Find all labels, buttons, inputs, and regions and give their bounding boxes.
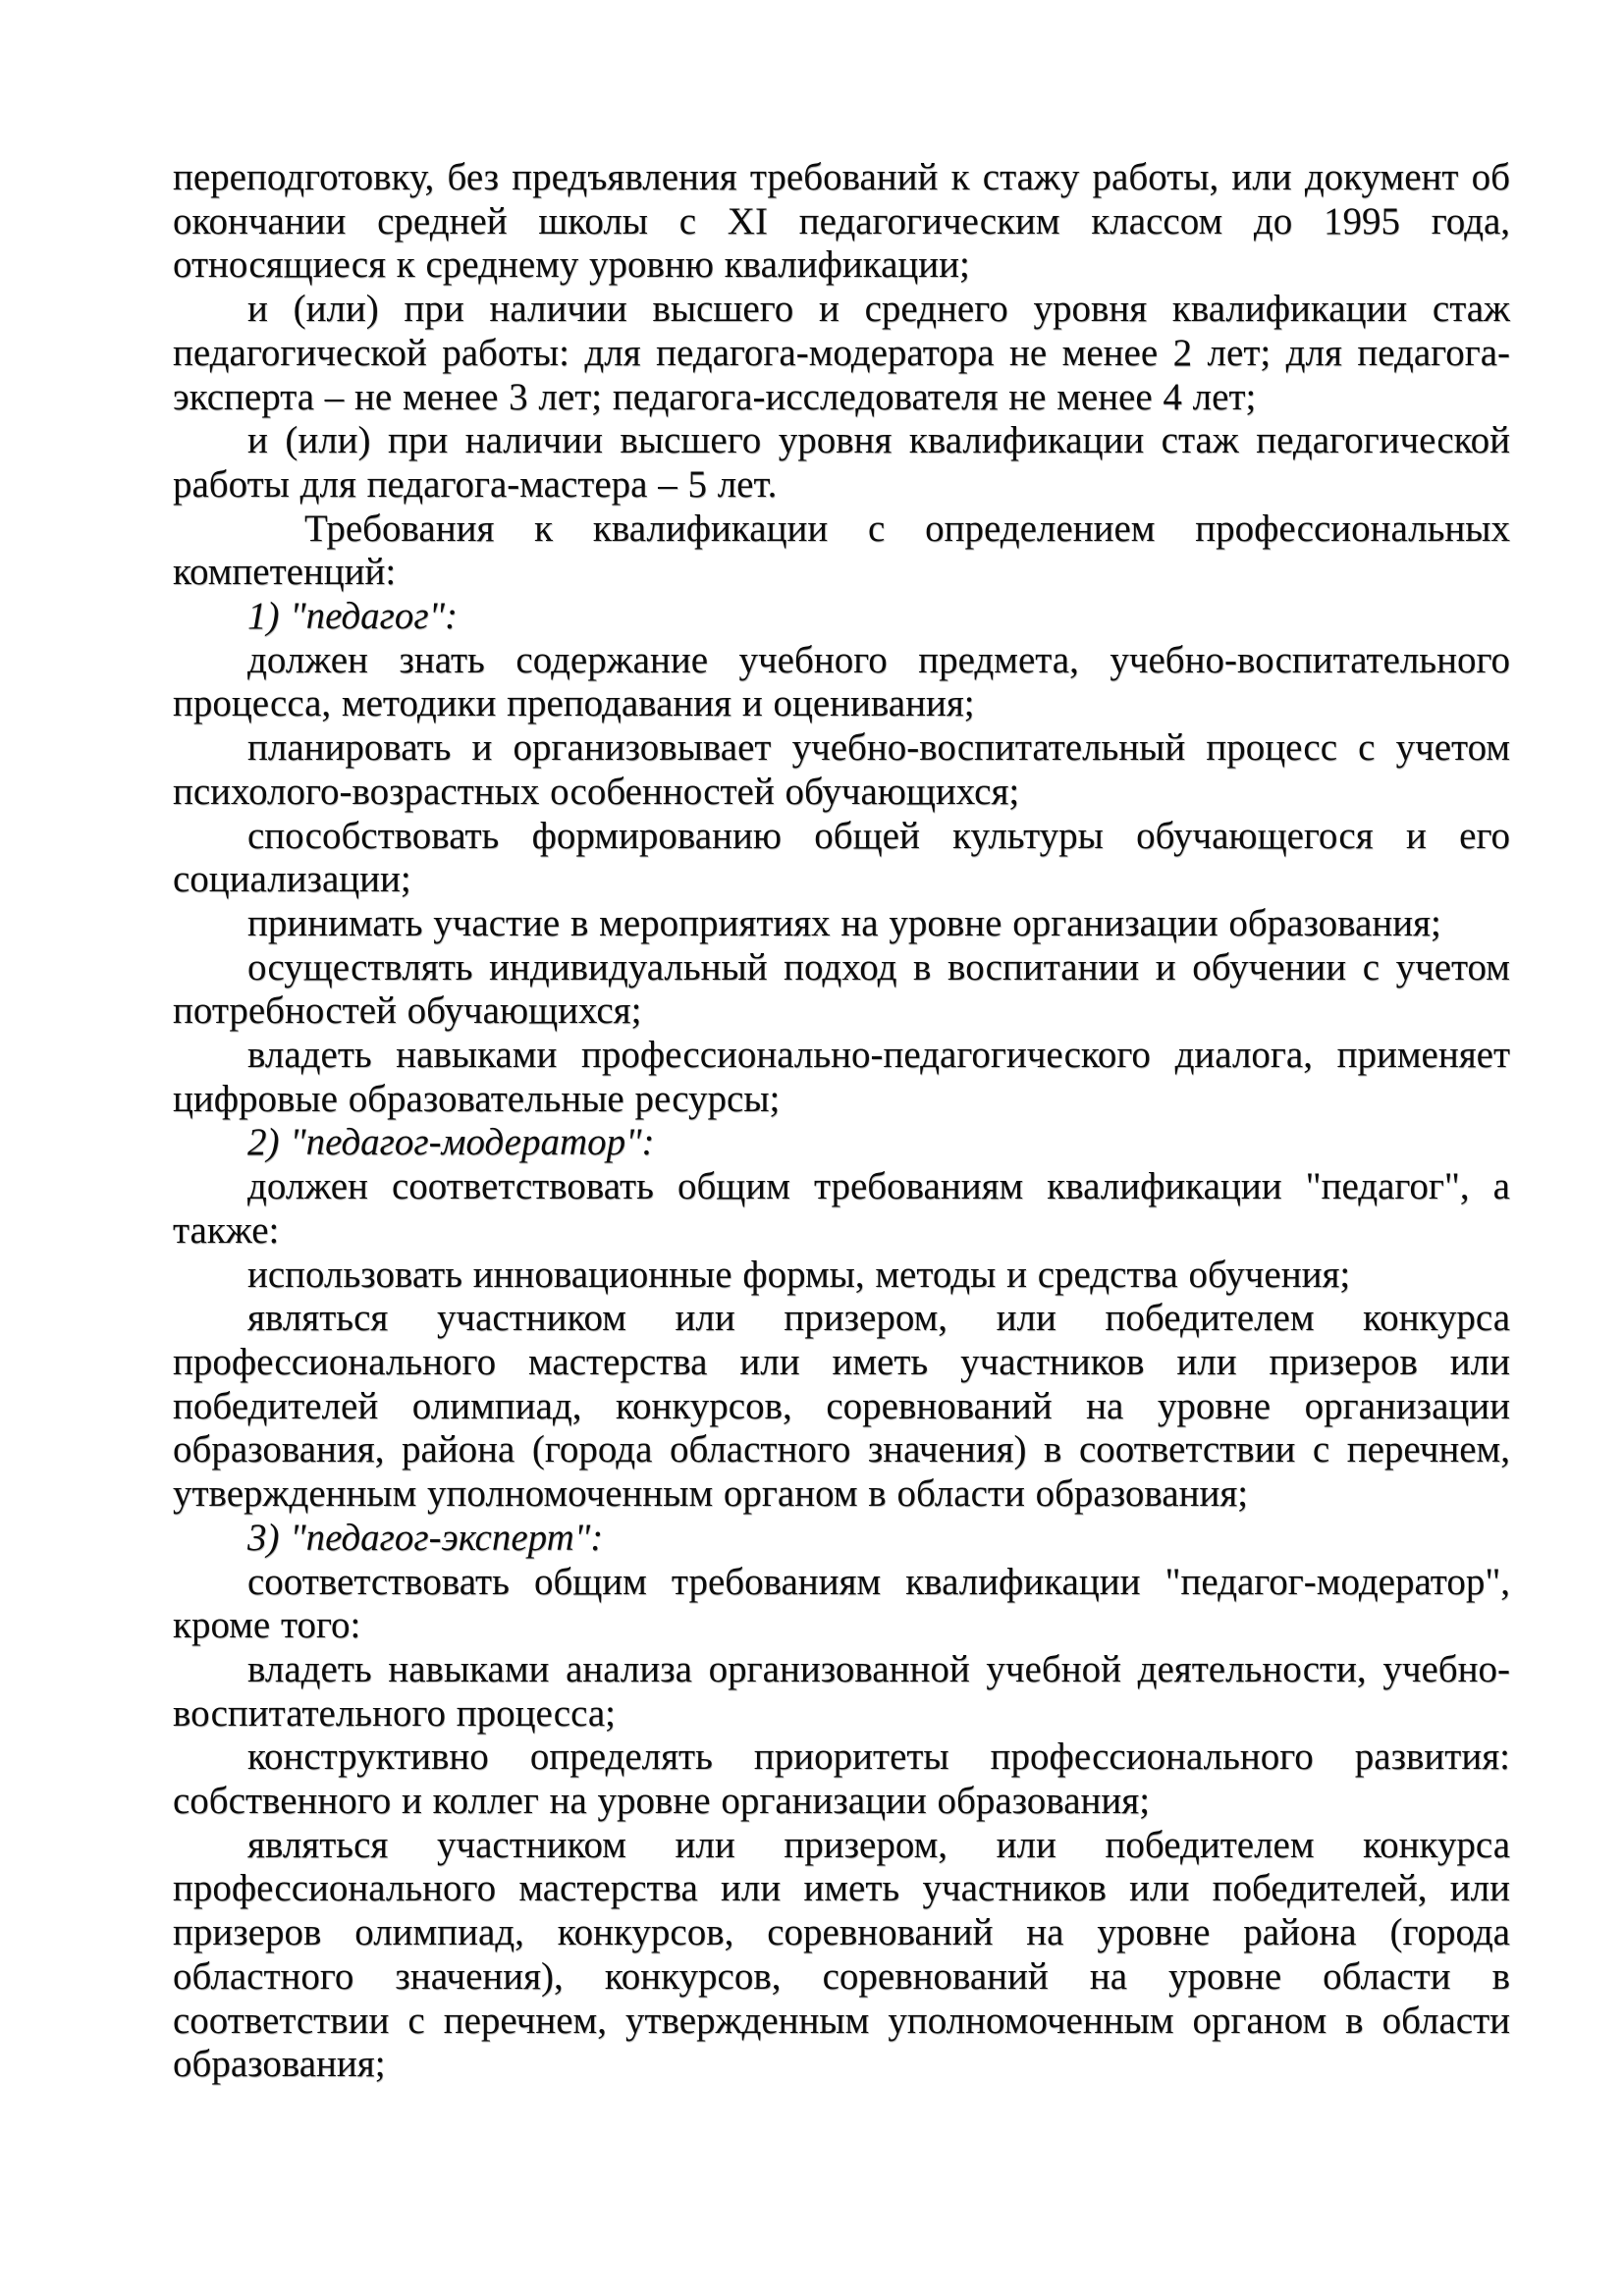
paragraph: использовать инновационные формы, методы и средства обучения; bbox=[247, 1253, 1351, 1296]
paragraph: являться участником или призером, или победителем конкурса профессионального мастерства или иметь участников или победителей, или призеров олимпиад, конкурсов, соревнований на уровне района (города областного значения), конкурсов, соревнований на уровне области в соответствии с перечнем, утвержденным уполномоченным органом в области образования; bbox=[173, 1823, 1510, 2086]
paragraph: должен соответствовать общим требованиям квалификации "педагог", а также: bbox=[173, 1165, 1510, 1252]
paragraph: и (или) при наличии высшего уровня квалификации стаж педагогической работы для педагога-мастера – 5 лет. bbox=[173, 419, 1510, 506]
paragraph: владеть навыками профессионально-педагогического диалога, применяет цифровые образовательные ресурсы; bbox=[173, 1034, 1510, 1120]
paragraph: являться участником или призером, или победителем конкурса профессионального мастерства или иметь участников или призеров или победителей олимпиад, конкурсов, соревнований на уровне организации образования, района (города областного значения) в соответствии с перечнем, утвержденным уполномоченным органом в области образования; bbox=[173, 1297, 1510, 1516]
numbered-heading: 1) "педагог": bbox=[247, 595, 458, 638]
paragraph: должен знать содержание учебного предмета, учебно-воспитательного процесса, методики преподавания и оценивания; bbox=[173, 638, 1510, 725]
paragraph: Требования к квалификации с определением профессиональных компетенций: bbox=[173, 507, 1510, 594]
paragraph: способствовать формированию общей культуры обучающегося и его социализации; bbox=[173, 814, 1510, 901]
paragraph: и (или) при наличии высшего и среднего уровня квалификации стаж педагогической работы: для педагога-модератора не менее 2 лет; для педагога-эксперта – не менее 3 лет; педагога-исследователя не менее 4 лет; bbox=[173, 288, 1510, 418]
paragraph: осуществлять индивидуальный подход в воспитании и обучении с учетом потребностей обучающихся; bbox=[173, 945, 1510, 1033]
paragraph: владеть навыками анализа организованной учебной деятельности, учебно-воспитательного процесса; bbox=[173, 1647, 1510, 1735]
numbered-heading: 3) "педагог-эксперт": bbox=[247, 1516, 604, 1559]
paragraph: планировать и организовывает учебно-воспитательный процесс с учетом психолого-возрастных особенностей обучающихся; bbox=[173, 726, 1510, 813]
paragraph: соответствовать общим требованиям квалификации "педагог-модератор", кроме того: bbox=[173, 1560, 1510, 1647]
paragraph: конструктивно определять приоритеты профессионального развития: собственного и коллег на уровне организации образования; bbox=[173, 1735, 1510, 1823]
paragraph: принимать участие в мероприятиях на уровне организации образования; bbox=[247, 901, 1441, 944]
paragraph: переподготовку, без предъявления требований к стажу работы, или документ об окончании средней школы с XI педагогическим классом до 1995 года, относящиеся к среднему уровню квалификации; bbox=[173, 156, 1510, 287]
numbered-heading: 2) "педагог-модератор": bbox=[247, 1121, 655, 1164]
